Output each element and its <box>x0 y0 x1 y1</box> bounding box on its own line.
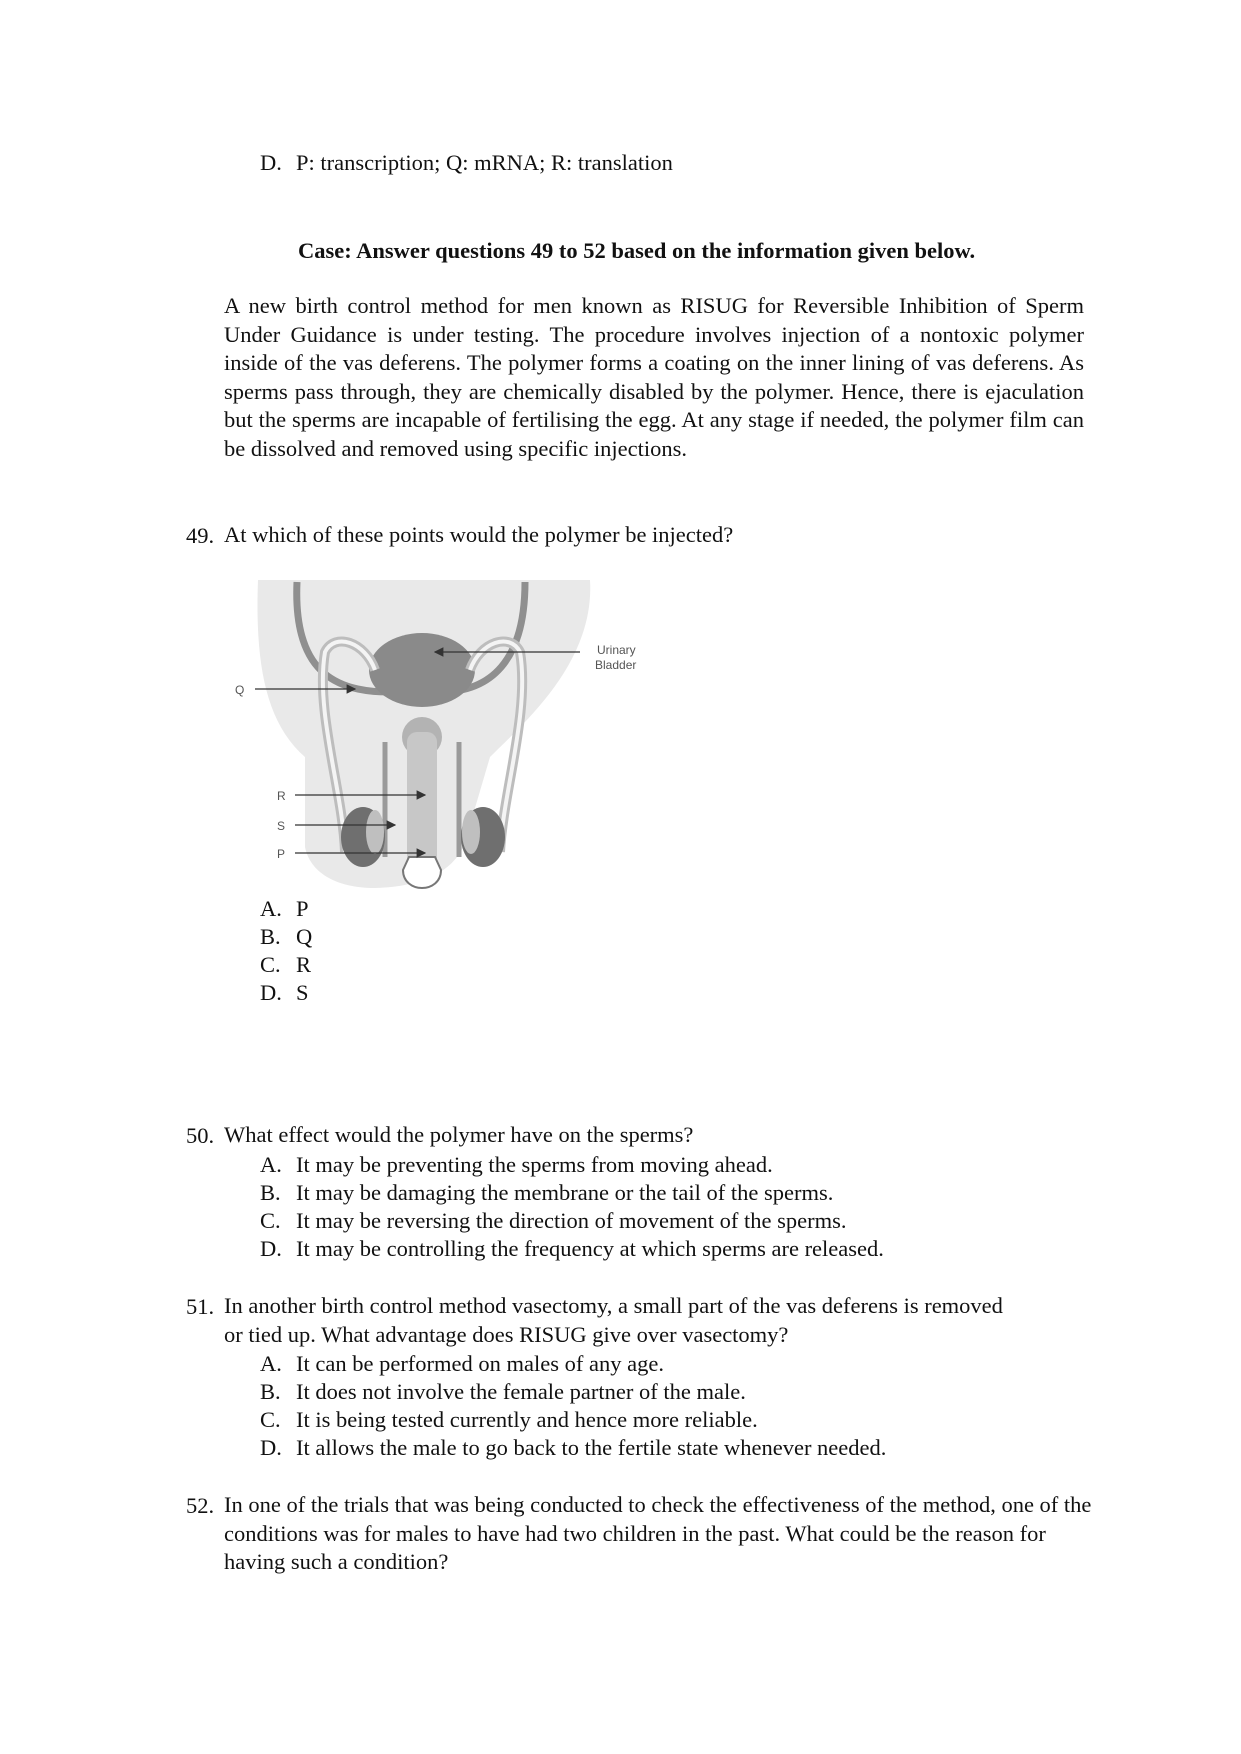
case-passage: A new birth control method for men known as RISUG for Reversible Inhibition of Sperm Under Guidance is under testing. The procedure involves injection of a nontoxic polymer inside of the vas deferens. The polymer forms a coating on the inner lining of vas deferens. As sperms pass through, they are chemically disabled by the polymer. Hence, there is ejaculation but the sperms are incapable of fertilising the egg. At any stage if needed, the polymer film can be dissolved and removed using specific injections. <box>224 293 1084 461</box>
glans <box>403 857 441 888</box>
option-letter: D. <box>260 150 282 175</box>
option-text: P <box>296 896 309 921</box>
label-p: P <box>277 847 286 861</box>
option-b <box>260 1377 746 1406</box>
option-letter: C. <box>260 1208 281 1233</box>
option-text: It may be controlling the frequency at which sperms are released. <box>296 1236 884 1261</box>
option-text: Q <box>296 924 313 949</box>
question-number: 50. <box>186 1123 215 1148</box>
option-letter: A. <box>260 896 282 921</box>
option-letter: B. <box>260 1379 281 1404</box>
option-d <box>260 1234 884 1263</box>
case-heading: Case: Answer questions 49 to 52 based on the information given below. <box>298 238 976 263</box>
option-c <box>260 1206 846 1235</box>
label-q: Q <box>235 683 245 697</box>
prev-option-d <box>260 148 673 177</box>
option-letter: C. <box>260 1407 281 1432</box>
option-b <box>260 1178 833 1207</box>
option-text: It may be preventing the sperms from moving ahead. <box>296 1152 773 1177</box>
option-text: R <box>296 952 312 977</box>
option-letter: B. <box>260 1180 281 1205</box>
male-reproductive-diagram <box>225 572 655 897</box>
question-number: 52. <box>186 1493 215 1518</box>
option-letter: A. <box>260 1351 282 1376</box>
option-text: It allows the male to go back to the fertile state whenever needed. <box>296 1435 887 1460</box>
question-text: In another birth control method vasectomy, a small part of the vas deferens is removed or tied up. What advantage does RISUG give over vasectomy? <box>224 1293 1003 1347</box>
option-d <box>260 1433 886 1462</box>
option-letter: D. <box>260 1435 282 1460</box>
option-a <box>260 1349 664 1378</box>
question-text: At which of these points would the polymer be injected? <box>224 522 734 547</box>
option-a <box>260 894 309 923</box>
option-letter: D. <box>260 980 282 1005</box>
question-number: 49. <box>186 523 215 548</box>
label-r: R <box>277 789 286 803</box>
option-text: P: transcription; Q: mRNA; R: translation <box>296 150 673 175</box>
label-bladder-1: Urinary <box>597 643 636 657</box>
option-a <box>260 1150 773 1179</box>
epididymis-right <box>462 810 480 854</box>
option-text: It can be performed on males of any age. <box>296 1351 664 1376</box>
option-d <box>260 978 309 1007</box>
urinary-bladder <box>369 633 475 707</box>
option-b <box>260 922 312 951</box>
question-number: 51. <box>186 1294 215 1319</box>
option-text: S <box>296 980 309 1005</box>
urethra <box>407 732 437 872</box>
question-text: What effect would the polymer have on the sperms? <box>224 1122 694 1147</box>
epididymis-left <box>366 810 384 854</box>
option-text: It may be reversing the direction of movement of the sperms. <box>296 1208 847 1233</box>
label-s: S <box>277 819 286 833</box>
label-bladder-2: Bladder <box>595 658 637 672</box>
option-c <box>260 950 311 979</box>
question-text: In one of the trials that was being conducted to check the effectiveness of the method, one of the conditions was for males to have had two children in the past. What could be the reason for having such a condition? <box>224 1492 1092 1575</box>
option-c <box>260 1405 758 1434</box>
option-letter: B. <box>260 924 281 949</box>
option-letter: D. <box>260 1236 282 1261</box>
option-text: It is being tested currently and hence more reliable. <box>296 1407 758 1432</box>
option-letter: A. <box>260 1152 282 1177</box>
option-text: It may be damaging the membrane or the tail of the sperms. <box>296 1180 834 1205</box>
option-letter: C. <box>260 952 281 977</box>
option-text: It does not involve the female partner of the male. <box>296 1379 746 1404</box>
